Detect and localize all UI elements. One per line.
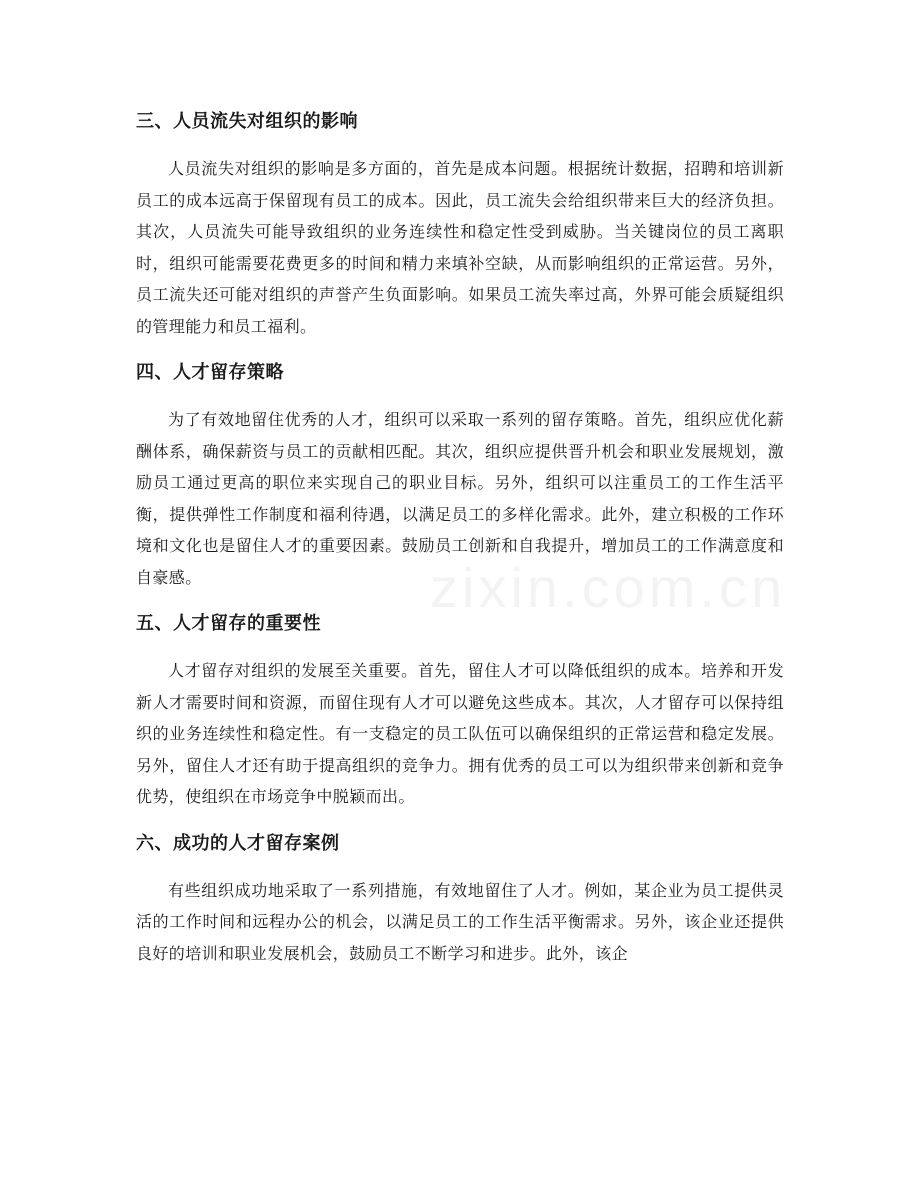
section-paragraph-6: 有些组织成功地采取了一系列措施，有效地留住了人才。例如，某企业为员工提供灵活的工作时间和远程办公的机会，以满足员工的工作生活平衡需求。另外，该企业还提供良好的培训和职业发展机会，鼓励员工不断学习和进步。此外，该企 <box>136 880 784 963</box>
document-body <box>136 100 784 988</box>
section-heading-6: 六、成功的人才留存案例 <box>136 832 340 854</box>
section-heading-4: 四、人才留存策略 <box>136 362 284 383</box>
section-heading-3: 三、人员流失对组织的影响 <box>136 111 358 132</box>
section-paragraph-5: 人才留存对组织的发展至关重要。首先，留住人才可以降低组织的成本。培养和开发新人才需要时间和资源，而留住现有人才可以避免这些成本。其次，人才留存可以保持组织的业务连续性和稳定性。有一支稳定的员工队伍可以确保组织的正常运营和稳定发展。另外，留住人才还有助于提高组织的竞争力。拥有优秀的员工可以为组织带来创新和竞争优势，使组织在市场竞争中脱颖而出。 <box>136 661 784 806</box>
section-heading-5: 五、人才留存的重要性 <box>136 613 321 634</box>
section-paragraph-4: 为了有效地留住优秀的人才，组织可以采取一系列的留存策略。首先，组织应优化薪酬体系，确保薪资与员工的贡献相匹配。其次，组织应提供晋升机会和职业发展规划，激励员工通过更高的职位来实现自己的职业目标。另外，组织可以注重员工的工作生活平衡，提供弹性工作制度和福利待遇，以满足员工的多样化需求。此外，建立积极的工作环境和文化也是留住人才的重要因素。鼓励员工创新和自我提升，增加员工的工作满意度和自豪感。 <box>136 410 784 587</box>
section-paragraph-3: 人员流失对组织的影响是多方面的，首先是成本问题。根据统计数据，招聘和培训新员工的成本远高于保留现有员工的成本。因此，员工流失会给组织带来巨大的经济负担。其次，人员流失可能导致组织的业务连续性和稳定性受到威胁。当关键岗位的员工离职时，组织可能需要花费更多的时间和精力来填补空缺，从而影响组织的正常运营。另外，员工流失还可能对组织的声誉产生负面影响。如果员工流失率过高，外界可能会质疑组织的管理能力和员工福利。 <box>136 159 784 336</box>
